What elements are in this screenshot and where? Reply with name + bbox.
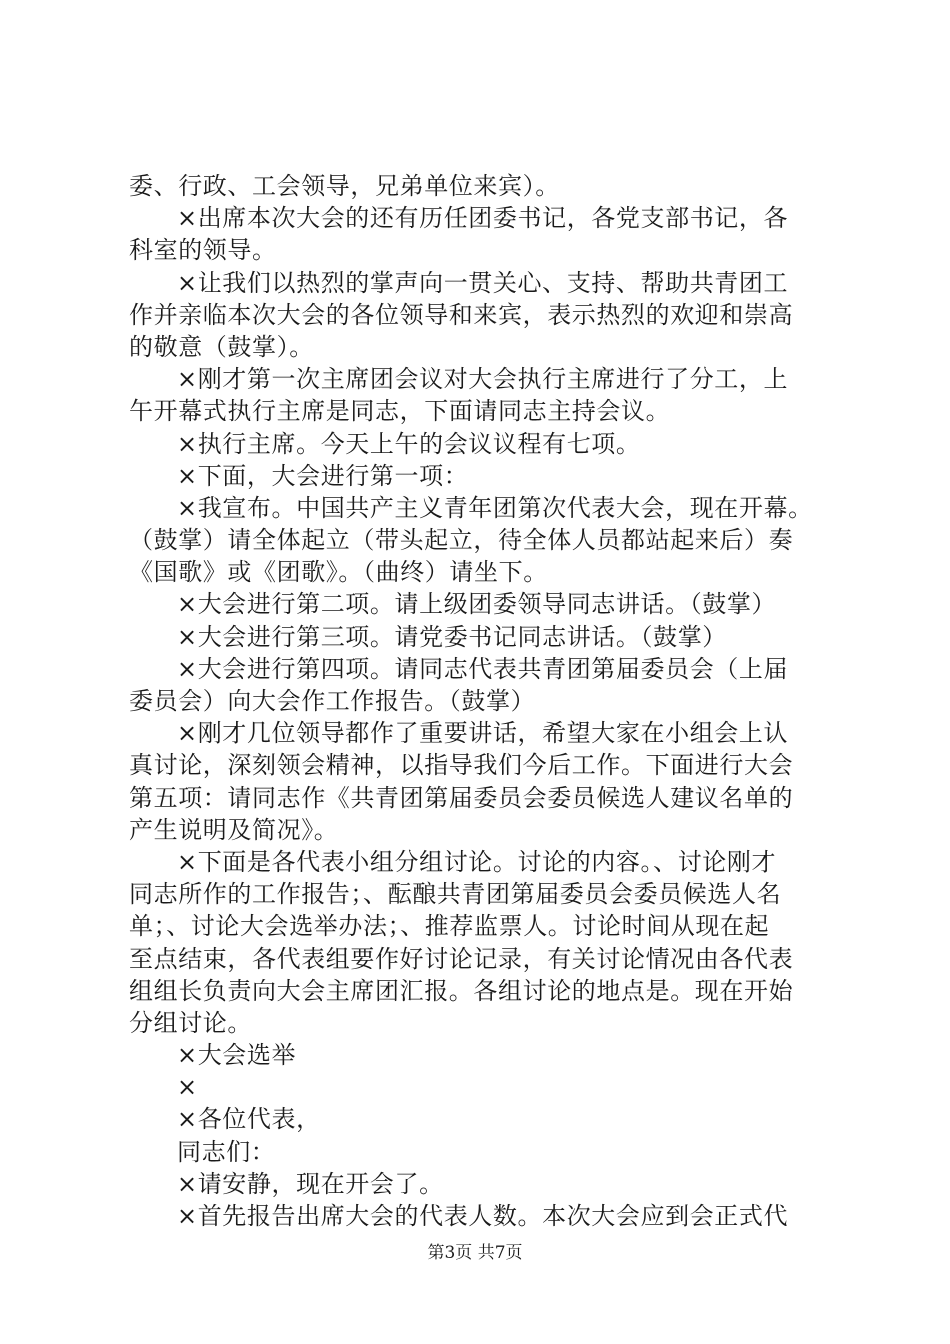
text-line: ×下面是各代表小组分组讨论。讨论的内容。、讨论刚才 — [177, 847, 777, 876]
text-line: ×大会选举 — [177, 1041, 297, 1070]
text-line: 科室的领导。 — [129, 236, 277, 265]
text-line: ×出席本次大会的还有历任团委书记，各党支部书记，各 — [177, 204, 789, 233]
text-line: 的敬意（鼓掌）。 — [129, 332, 314, 361]
text-line: ×大会进行第四项。请同志代表共青团第届委员会（上届 — [177, 654, 789, 683]
text-line: ×下面，大会进行第一项： — [177, 461, 469, 490]
text-line: ×我宣布。中国共产主义青年团第次代表大会，现在开幕。 — [177, 493, 813, 522]
text-line: 作并亲临本次大会的各位领导和来宾，表示热烈的欢迎和崇高 — [129, 300, 794, 329]
text-line: 《国歌》或《团歌》。（曲终）请坐下。 — [129, 558, 548, 587]
page-footer: 第3页 共7页 — [427, 1243, 523, 1263]
text-line: ×各位代表， — [177, 1105, 321, 1134]
text-line: 同志们： — [177, 1137, 276, 1166]
text-line: ×刚才几位领导都作了重要讲话，希望大家在小组会上认 — [177, 719, 789, 748]
text-line: 真讨论，深刻领会精神，以指导我们今后工作。下面进行大会 — [129, 751, 794, 780]
text-line: 至点结束，各代表组要作好讨论记录，有关讨论情况由各代表 — [129, 944, 794, 973]
text-line: ×让我们以热烈的掌声向一贯关心、支持、帮助共青团工 — [177, 268, 789, 297]
text-line: ×刚才第一次主席团会议对大会执行主席进行了分工，上 — [177, 365, 789, 394]
text-line: ×首先报告出席大会的代表人数。本次大会应到会正式代 — [177, 1202, 789, 1230]
text-line: 组组长负责向大会主席团汇报。各组讨论的地点是。现在开始 — [129, 976, 794, 1005]
document-body — [129, 170, 834, 1232]
text-line: 第五项：请同志作《共青团第届委员会委员候选人建议名单的 — [129, 783, 794, 812]
text-line: 产生说明及简况》。 — [129, 815, 339, 844]
text-line: × — [177, 1073, 198, 1102]
text-line: 午开幕式执行主席是同志，下面请同志主持会议。 — [129, 397, 671, 426]
text-line: ×大会进行第二项。请上级团委领导同志讲话。（鼓掌） — [177, 590, 777, 619]
text-line: ×请安静，现在开会了。 — [177, 1169, 444, 1198]
text-line: 同志所作的工作报告；、酝酿共青团第届委员会委员候选人名 — [129, 880, 782, 909]
text-line: 委员会）向大会作工作报告。（鼓掌） — [129, 687, 536, 715]
text-line: ×大会进行第三项。请党委书记同志讲话。（鼓掌） — [177, 622, 727, 651]
text-line: ×执行主席。今天上午的会议议程有七项。 — [177, 429, 641, 458]
text-line: 单；、讨论大会选举办法；、推荐监票人。讨论时间从现在起 — [129, 912, 770, 941]
text-line: 委、行政、工会领导，兄弟单位来宾）。 — [129, 172, 560, 200]
text-line: 分组讨论。 — [129, 1008, 252, 1037]
text-line: （鼓掌）请全体起立（带头起立，待全体人员都站起来后）奏 — [129, 526, 794, 555]
